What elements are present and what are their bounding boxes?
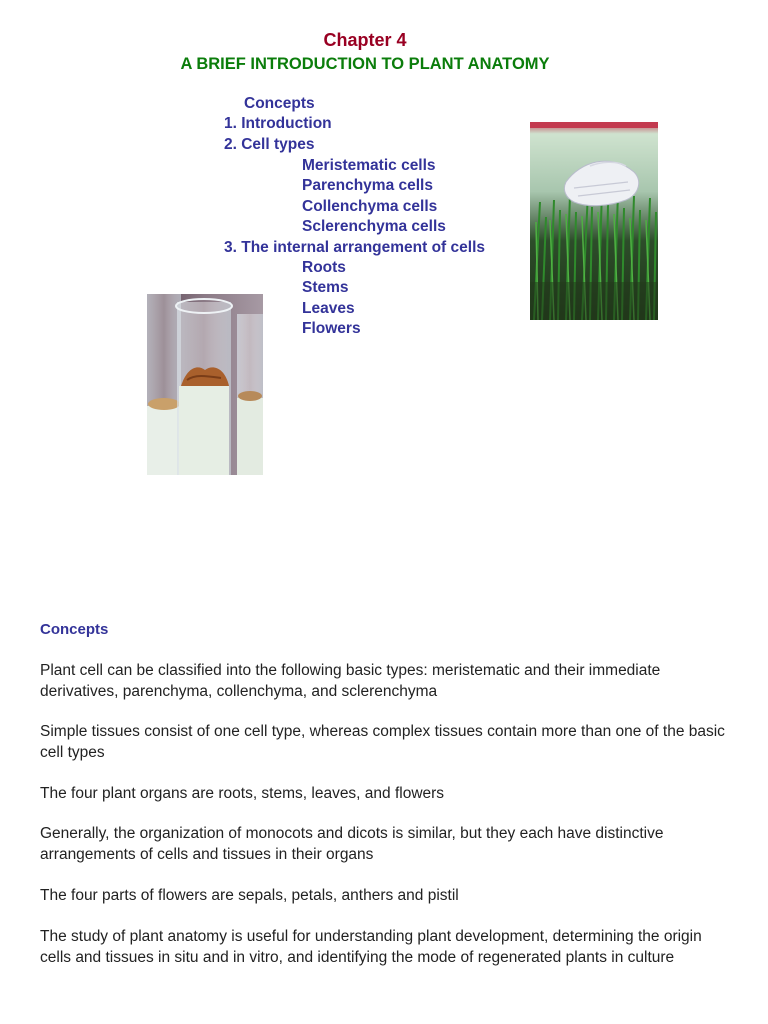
chapter-number: Chapter 4 [323,30,407,50]
toc-subitem-flowers: Flowers [302,320,361,337]
concepts-heading: Concepts [40,621,109,638]
toc-subitem-roots: Roots [302,259,346,276]
concept-paragraph: The four parts of flowers are sepals, petals, anthers and pistil [40,887,459,904]
concept-paragraph: Simple tissues consist of one cell type, whereas complex tissues contain more than one of the basic cell types [40,723,725,761]
toc-item-internal-arrangement: 3. The internal arrangement of cells [224,239,485,256]
concept-paragraph: The four plant organs are roots, stems, leaves, and flowers [40,785,445,802]
toc-subitem-parenchyma: Parenchyma cells [302,177,433,194]
toc-heading: Concepts [244,95,315,112]
toc-subitem-stems: Stems [302,279,349,296]
concept-paragraph: Generally, the organization of monocots and dicots is similar, but they each have distinctive arrangements of cells and tissues in their organs [40,825,664,863]
toc-subitem-collenchyma: Collenchyma cells [302,198,438,215]
toc-item-introduction: 1. Introduction [224,115,332,132]
toc-item-cell-types: 2. Cell types [224,136,315,153]
concept-paragraph: The study of plant anatomy is useful for understanding plant development, determining the origin cells and tissues in situ and in vitro, and identifying the mode of regenerated plants in culture [40,928,702,966]
toc-subitem-sclerenchyma: Sclerenchyma cells [302,218,446,235]
seedling-tray-photo [530,122,658,320]
test-tubes-photo [147,294,263,475]
chapter-title: A BRIEF INTRODUCTION TO PLANT ANATOMY [180,55,550,73]
toc-subitem-leaves: Leaves [302,300,355,317]
concept-paragraph: Plant cell can be classified into the following basic types: meristematic and their immediate derivatives, parenchyma, collenchyma, and sclerenchyma [40,662,661,700]
toc-subitem-meristematic: Meristematic cells [302,157,436,174]
